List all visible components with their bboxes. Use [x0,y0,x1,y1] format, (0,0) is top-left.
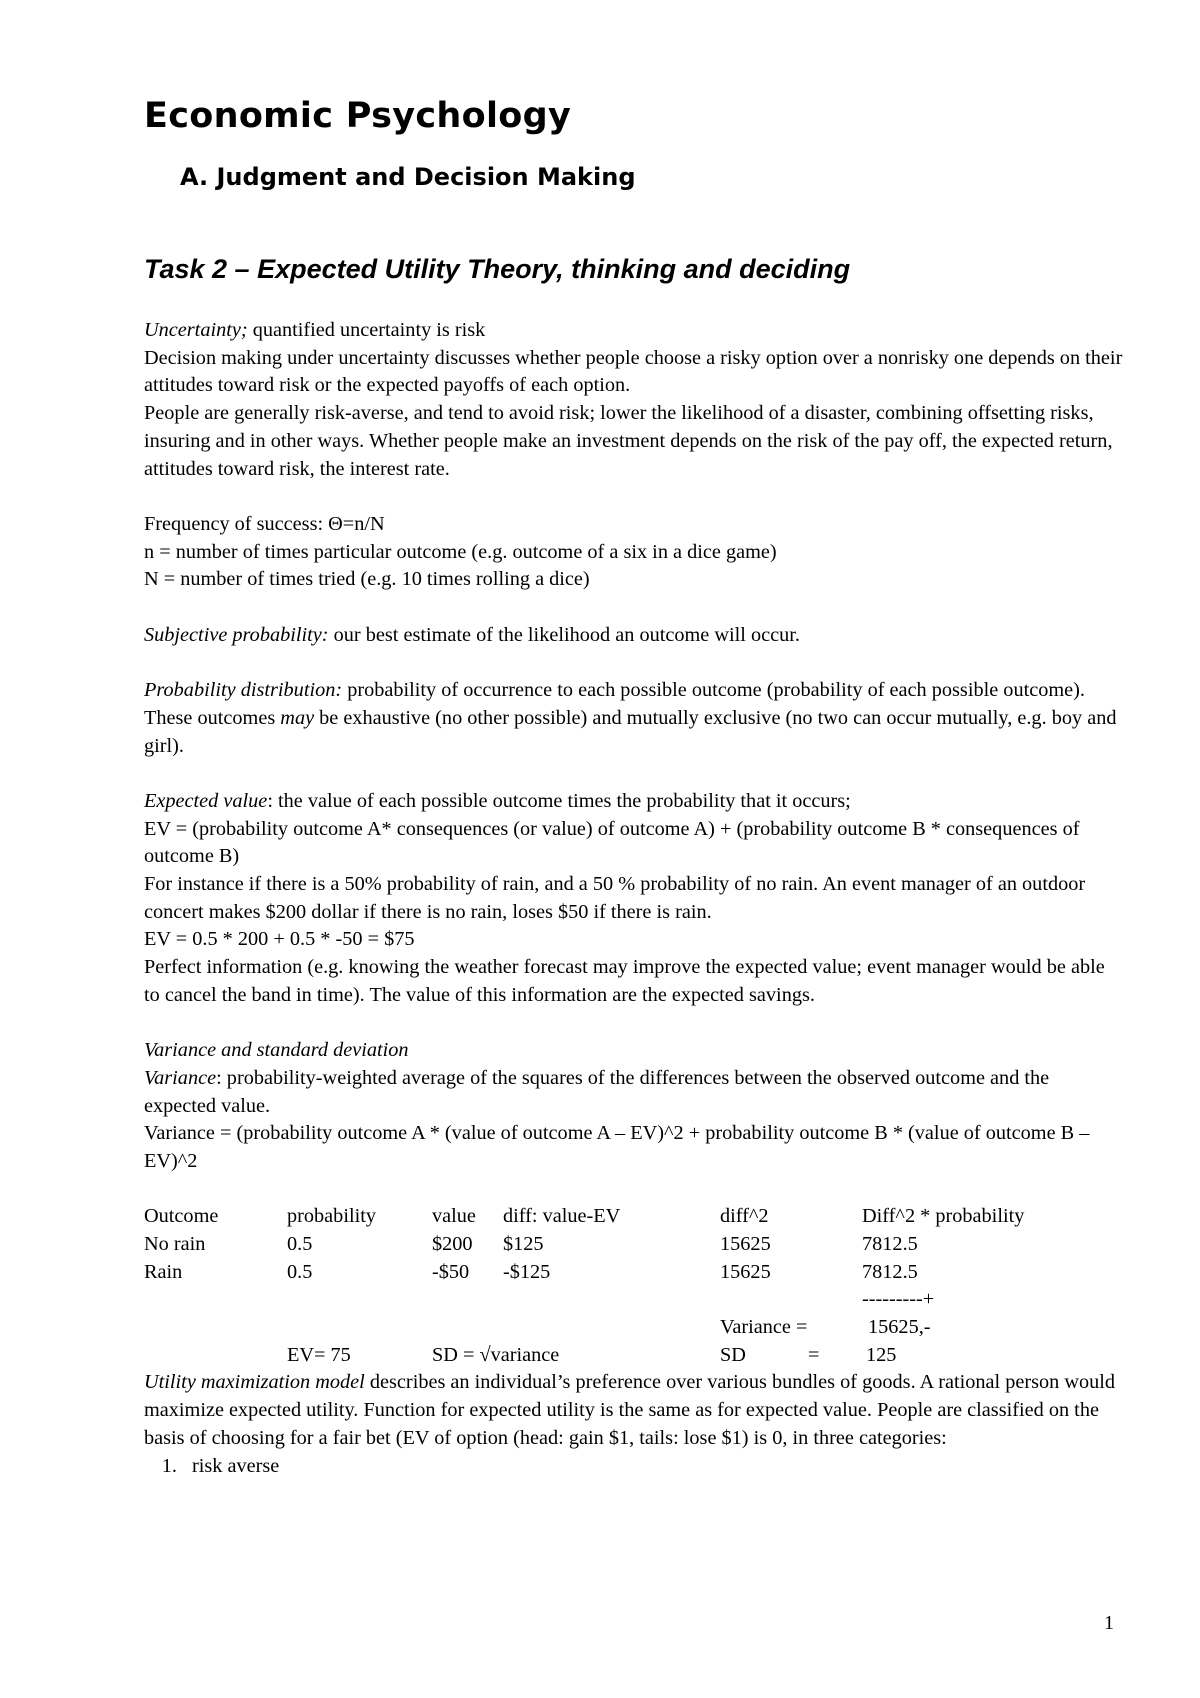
distribution-term: Probability distribution: [144,679,343,702]
variance-table [144,1203,1124,1369]
uncertainty-paragraph: Uncertainty; quantified uncertainty is risk [144,319,486,341]
frequency-line: Frequency of success: Θ=n/N [144,512,385,535]
task-heading: Task 2 – Expected Utility Theory, thinking and deciding [144,254,851,284]
table-header-row: Outcome probability value diff: value-EV diff^2 Diff^2 * probability [144,1205,1025,1228]
table-row: No rain 0.5 $200 $125 15625 7812.5 [144,1233,918,1256]
table-sd-row: EV= 75 SD = √variance SD = 125 [287,1343,897,1366]
ev-formula: EV = (probability outcome A* consequences (or value) of outcome A) + (probability outcome B * consequences of outcome B) [144,817,1080,868]
page-number: 1 [1104,1612,1114,1634]
expected-value-paragraph: Expected value: the value of each possible outcome times the probability that it occurs; [144,789,851,812]
body-text [144,317,1124,1480]
table-row: Rain 0.5 -$50 -$125 15625 7812.5 [144,1260,918,1283]
distribution-paragraph: Probability distribution: probability of occurrence to each possible outcome (probability of each possible outcome). These outcomes may be exhaustive (no other possible) and mutually exclusive (no two can occur mutually, e.g. boy and girl). [144,679,1117,757]
section-subtitle: A. Judgment and Decision Making [180,163,636,191]
risk-categories-list [144,1453,1124,1481]
ev-example: For instance if there is a 50% probability of rain, and a 50 % probability of no rain. An event manager of an outdoor concert makes $200 dollar if there is no rain, loses $50 if there is rain. [144,873,1086,923]
variance-term: Variance [144,1066,217,1089]
perfect-information: Perfect information (e.g. knowing the weather forecast may improve the expected value; event manager would be able to cancel the band in time). The value of this information are the expected savings. [144,956,1105,1006]
list-item: 1. risk averse [182,1453,1124,1481]
ev-calculation: EV = 0.5 * 200 + 0.5 * -50 = $75 [144,928,415,951]
document-title: Economic Psychology [144,96,572,136]
variance-paragraph: Variance: probability-weighted average of the squares of the differences between the observed outcome and the expected value. [144,1066,1050,1117]
uncertainty-line2: Decision making under uncertainty discusses whether people choose a risky option over a nonrisky one depends on their attitudes toward risk or the expected payoffs of each option. [144,346,1123,397]
utility-paragraph: Utility maximization model describes an individual’s preference over various bundles of goods. A rational person would maximize expected utility. Function for expected utility is the same as for expected value. People are classified on the basis of choosing for a fair bet (EV of option (head: gain $1, tails: lose $1) is 0, in three categories: [144,1371,1116,1449]
uncertainty-term: Uncertainty; [144,319,248,341]
variance-heading: Variance and standard deviation [144,1039,409,1062]
table-variance-row: Variance = 15625,- [720,1316,931,1339]
subjective-term: Subjective probability: [144,623,329,646]
table-sum-row: ---------+ [862,1288,935,1311]
expected-value-term: Expected value [144,789,268,812]
uncertainty-line3: People are generally risk-averse, and tend to avoid risk; lower the likelihood of a disaster, combining offsetting risks, insuring and in other ways. Whether people make an investment depends on the risk of the pay off, the expected return, attitudes toward risk, the interest rate. [144,402,1113,480]
utility-term: Utility maximization model [144,1371,365,1394]
subjective-probability-paragraph: Subjective probability: our best estimate of the likelihood an outcome will occur. [144,623,800,646]
frequency-N-line: N = number of times tried (e.g. 10 times rolling a dice) [144,568,590,591]
frequency-n-line: n = number of times particular outcome (e.g. outcome of a six in a dice game) [144,540,777,563]
variance-formula: Variance = (probability outcome A * (value of outcome A – EV)^2 + probability outcome B * (value of outcome B – EV)^2 [144,1122,1090,1173]
